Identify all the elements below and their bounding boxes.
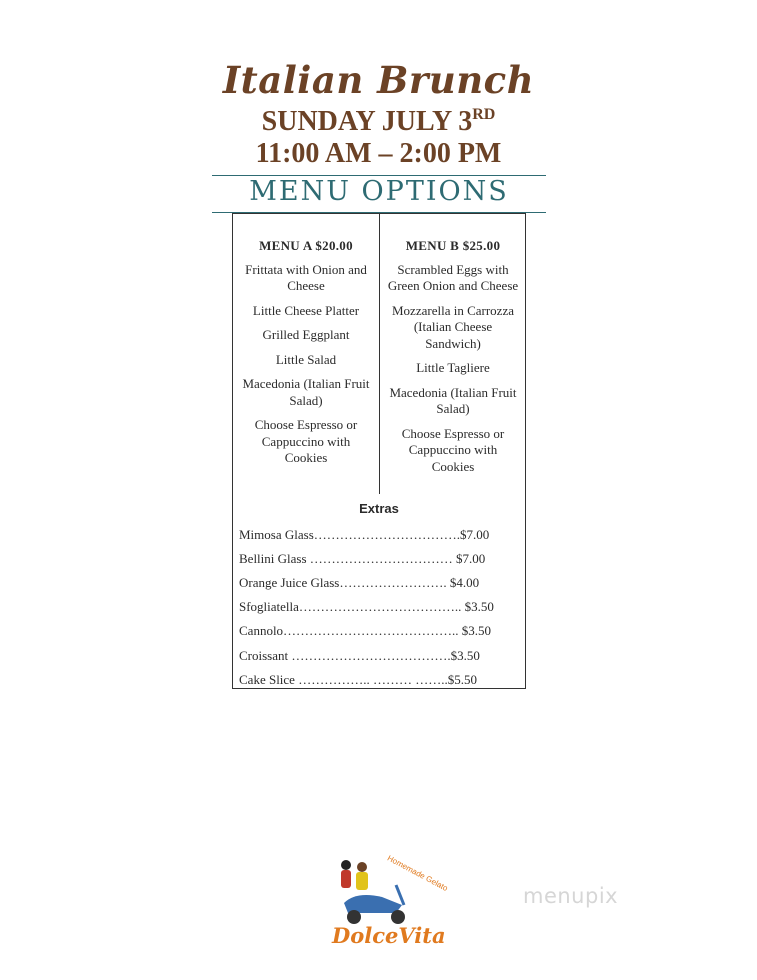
- menu-b-item: Mozzarella in Carrozza (Italian Cheese Sandwich): [392, 302, 514, 351]
- extras-row: Orange Juice Glass……………………. $4.00: [239, 575, 480, 590]
- date-text: SUNDAY JULY 3: [261, 106, 473, 137]
- extras-row: Croissant ……………………………….$3.50: [239, 648, 480, 663]
- event-date: [0, 106, 757, 138]
- menu-a-item: Choose Espresso or Cappuccino with Cookies: [254, 417, 358, 465]
- page-title: Italian Brunch: [222, 58, 535, 102]
- menus-box: [232, 213, 526, 496]
- menu-a-column: [233, 238, 379, 475]
- menu-a-item: Little Salad: [275, 351, 337, 367]
- svg-text:Homemade Gelato: Homemade Gelato: [385, 853, 450, 894]
- menupix-watermark: menupix: [523, 884, 619, 908]
- menu-a-item: Frittata with Onion and Cheese: [245, 261, 367, 293]
- menu-b-item: Little Tagliere: [416, 360, 490, 375]
- menu-a-item: Grilled Eggplant: [262, 327, 350, 342]
- extras-row: Sfogliatella……………………………….. $3.50: [239, 599, 494, 614]
- menu-options-heading: MENU OPTIONS: [249, 176, 509, 207]
- svg-text:DolceVita: DolceVita: [332, 923, 446, 948]
- menu-b-item: Macedonia (Italian Fruit Salad): [389, 384, 517, 416]
- extras-row: Cannolo………………………………….. $3.50: [239, 623, 492, 638]
- extras-title: Extras: [359, 501, 399, 516]
- event-time: 11:00 AM – 2:00 PM: [255, 138, 502, 169]
- extras-row: Cake Slice …………….. ……… ……..$5.50: [239, 672, 477, 687]
- menu-b-item: Choose Espresso or Cappuccino with Cookies: [401, 425, 505, 474]
- menu-a-item: Macedonia (Italian Fruit Salad): [242, 376, 370, 408]
- extras-row: Bellini Glass …………………………… $7.00: [239, 551, 486, 566]
- menu-a-heading: MENU A $20.00: [259, 238, 353, 253]
- menu-b-column: [380, 238, 526, 483]
- menu-b-item: Scrambled Eggs with Green Onion and Cheese: [387, 261, 519, 293]
- extras-box: [232, 494, 526, 689]
- dolcevita-logo: [326, 845, 450, 955]
- menu-a-item: Little Cheese Platter: [252, 302, 360, 318]
- menu-b-heading: MENU B $25.00: [405, 238, 501, 253]
- date-suffix: RD: [472, 106, 496, 123]
- extras-row: Mimosa Glass…………………………….$7.00: [239, 527, 490, 542]
